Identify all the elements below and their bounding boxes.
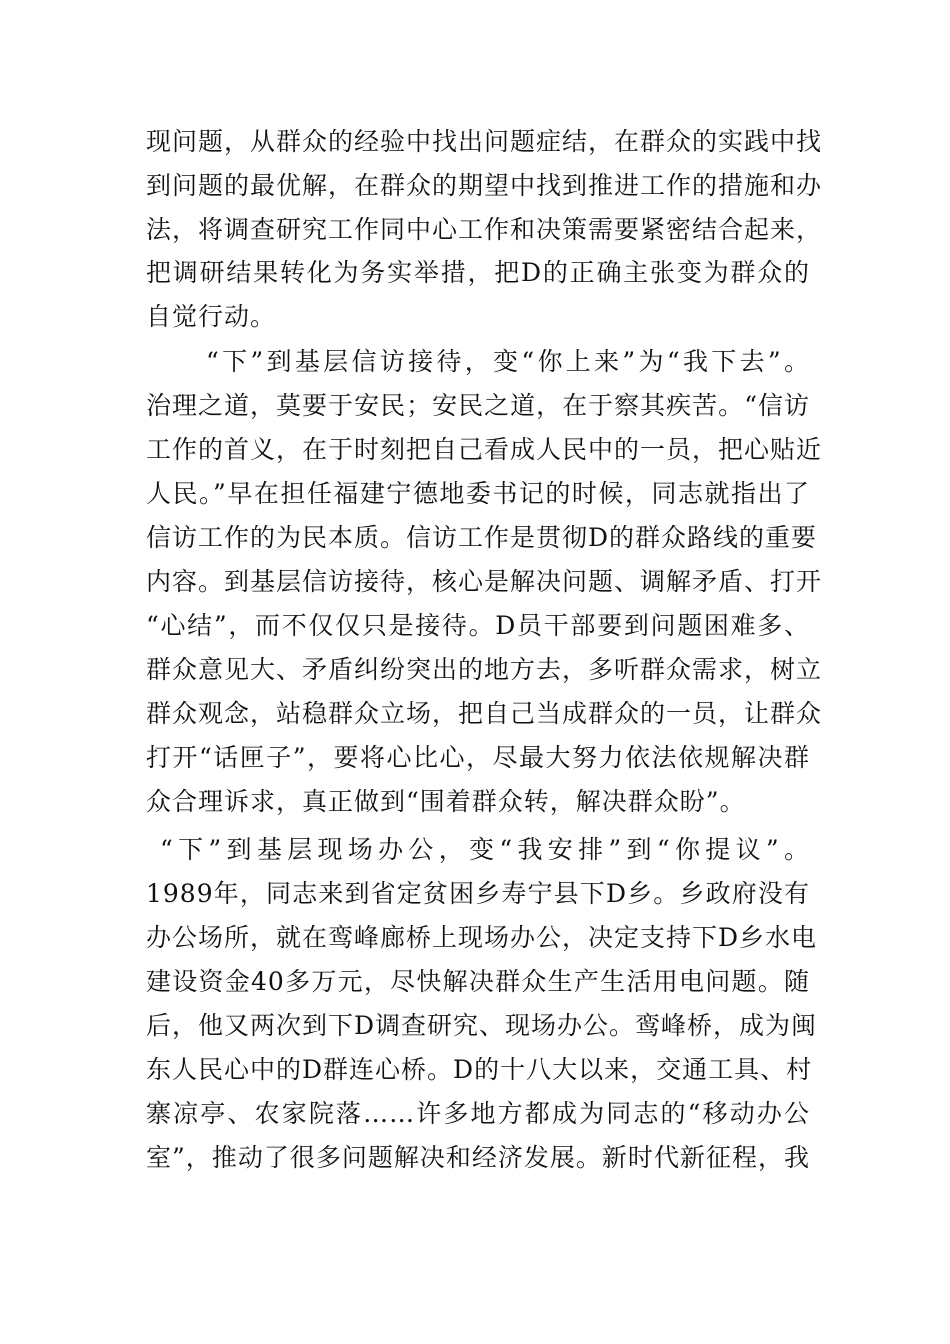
paragraph-3-line-2: 1989年，同志来到省定贫困乡寿宁县下D乡。乡政府没有 bbox=[146, 879, 810, 908]
paragraph-2-line-2: 治理之道，莫要于安民；安民之道，在于察其疾苦。“信访 bbox=[146, 391, 810, 420]
paragraph-3-line-7: 寨凉亭、农家院落……许多地方都成为同志的“移动办公 bbox=[146, 1099, 810, 1128]
paragraph-2-line-9: 群众观念，站稳群众立场，把自己当成群众的一员，让群众 bbox=[146, 699, 823, 728]
paragraph-3-line-1: “下”到基层现场办公，变“我安排”到“你提议”。 bbox=[160, 835, 810, 864]
paragraph-3-line-8: 室”，推动了很多问题解决和经济发展。新时代新征程，我 bbox=[146, 1143, 810, 1172]
paragraph-2-line-4: 人民。”早在担任福建宁德地委书记的时候，同志就指出了 bbox=[146, 479, 810, 508]
paragraph-1-line-4: 把调研结果转化为务实举措，把D的正确主张变为群众的 bbox=[146, 258, 810, 287]
paragraph-2-line-8: 群众意见大、矛盾纠纷突出的地方去，多听群众需求，树立 bbox=[146, 655, 823, 684]
paragraph-3-line-3: 办公场所，就在鸾峰廊桥上现场办公，决定支持下D乡水电 bbox=[146, 923, 818, 952]
paragraph-3-line-5: 后，他又两次到下D调查研究、现场办公。鸾峰桥，成为闽 bbox=[146, 1011, 818, 1040]
paragraph-2-line-11: 众合理诉求，真正做到“围着群众转，解决群众盼”。 bbox=[146, 787, 746, 816]
paragraph-1-line-1: 现问题，从群众的经验中找出问题症结，在群众的实践中找 bbox=[146, 127, 823, 156]
paragraph-2-line-3: 工作的首义，在于时刻把自己看成人民中的一员，把心贴近 bbox=[146, 435, 823, 464]
paragraph-2-line-7: “心结”，而不仅仅只是接待。D员干部要到问题困难多、 bbox=[146, 611, 810, 640]
paragraph-3-line-4: 建设资金40多万元，尽快解决群众生产生活用电问题。随 bbox=[146, 967, 810, 996]
paragraph-2-line-5: 信访工作的为民本质。信访工作是贯彻D的群众路线的重要 bbox=[146, 523, 818, 552]
paragraph-2-line-6: 内容。到基层信访接待，核心是解决问题、调解矛盾、打开 bbox=[146, 567, 823, 596]
paragraph-3-line-6: 东人民心中的D群连心桥。D的十八大以来，交通工具、村 bbox=[146, 1055, 813, 1084]
paragraph-1-line-2: 到问题的最优解，在群众的期望中找到推进工作的措施和办 bbox=[146, 171, 823, 200]
paragraph-2-line-1: “下”到基层信访接待，变“你上来”为“我下去”。 bbox=[206, 347, 810, 376]
paragraph-1-line-5: 自觉行动。 bbox=[146, 302, 277, 331]
paragraph-2-line-10: 打开“话匣子”，要将心比心，尽最大努力依法依规解决群 bbox=[146, 743, 810, 772]
paragraph-1-line-3: 法，将调查研究工作同中心工作和决策需要紧密结合起来， bbox=[146, 215, 823, 244]
